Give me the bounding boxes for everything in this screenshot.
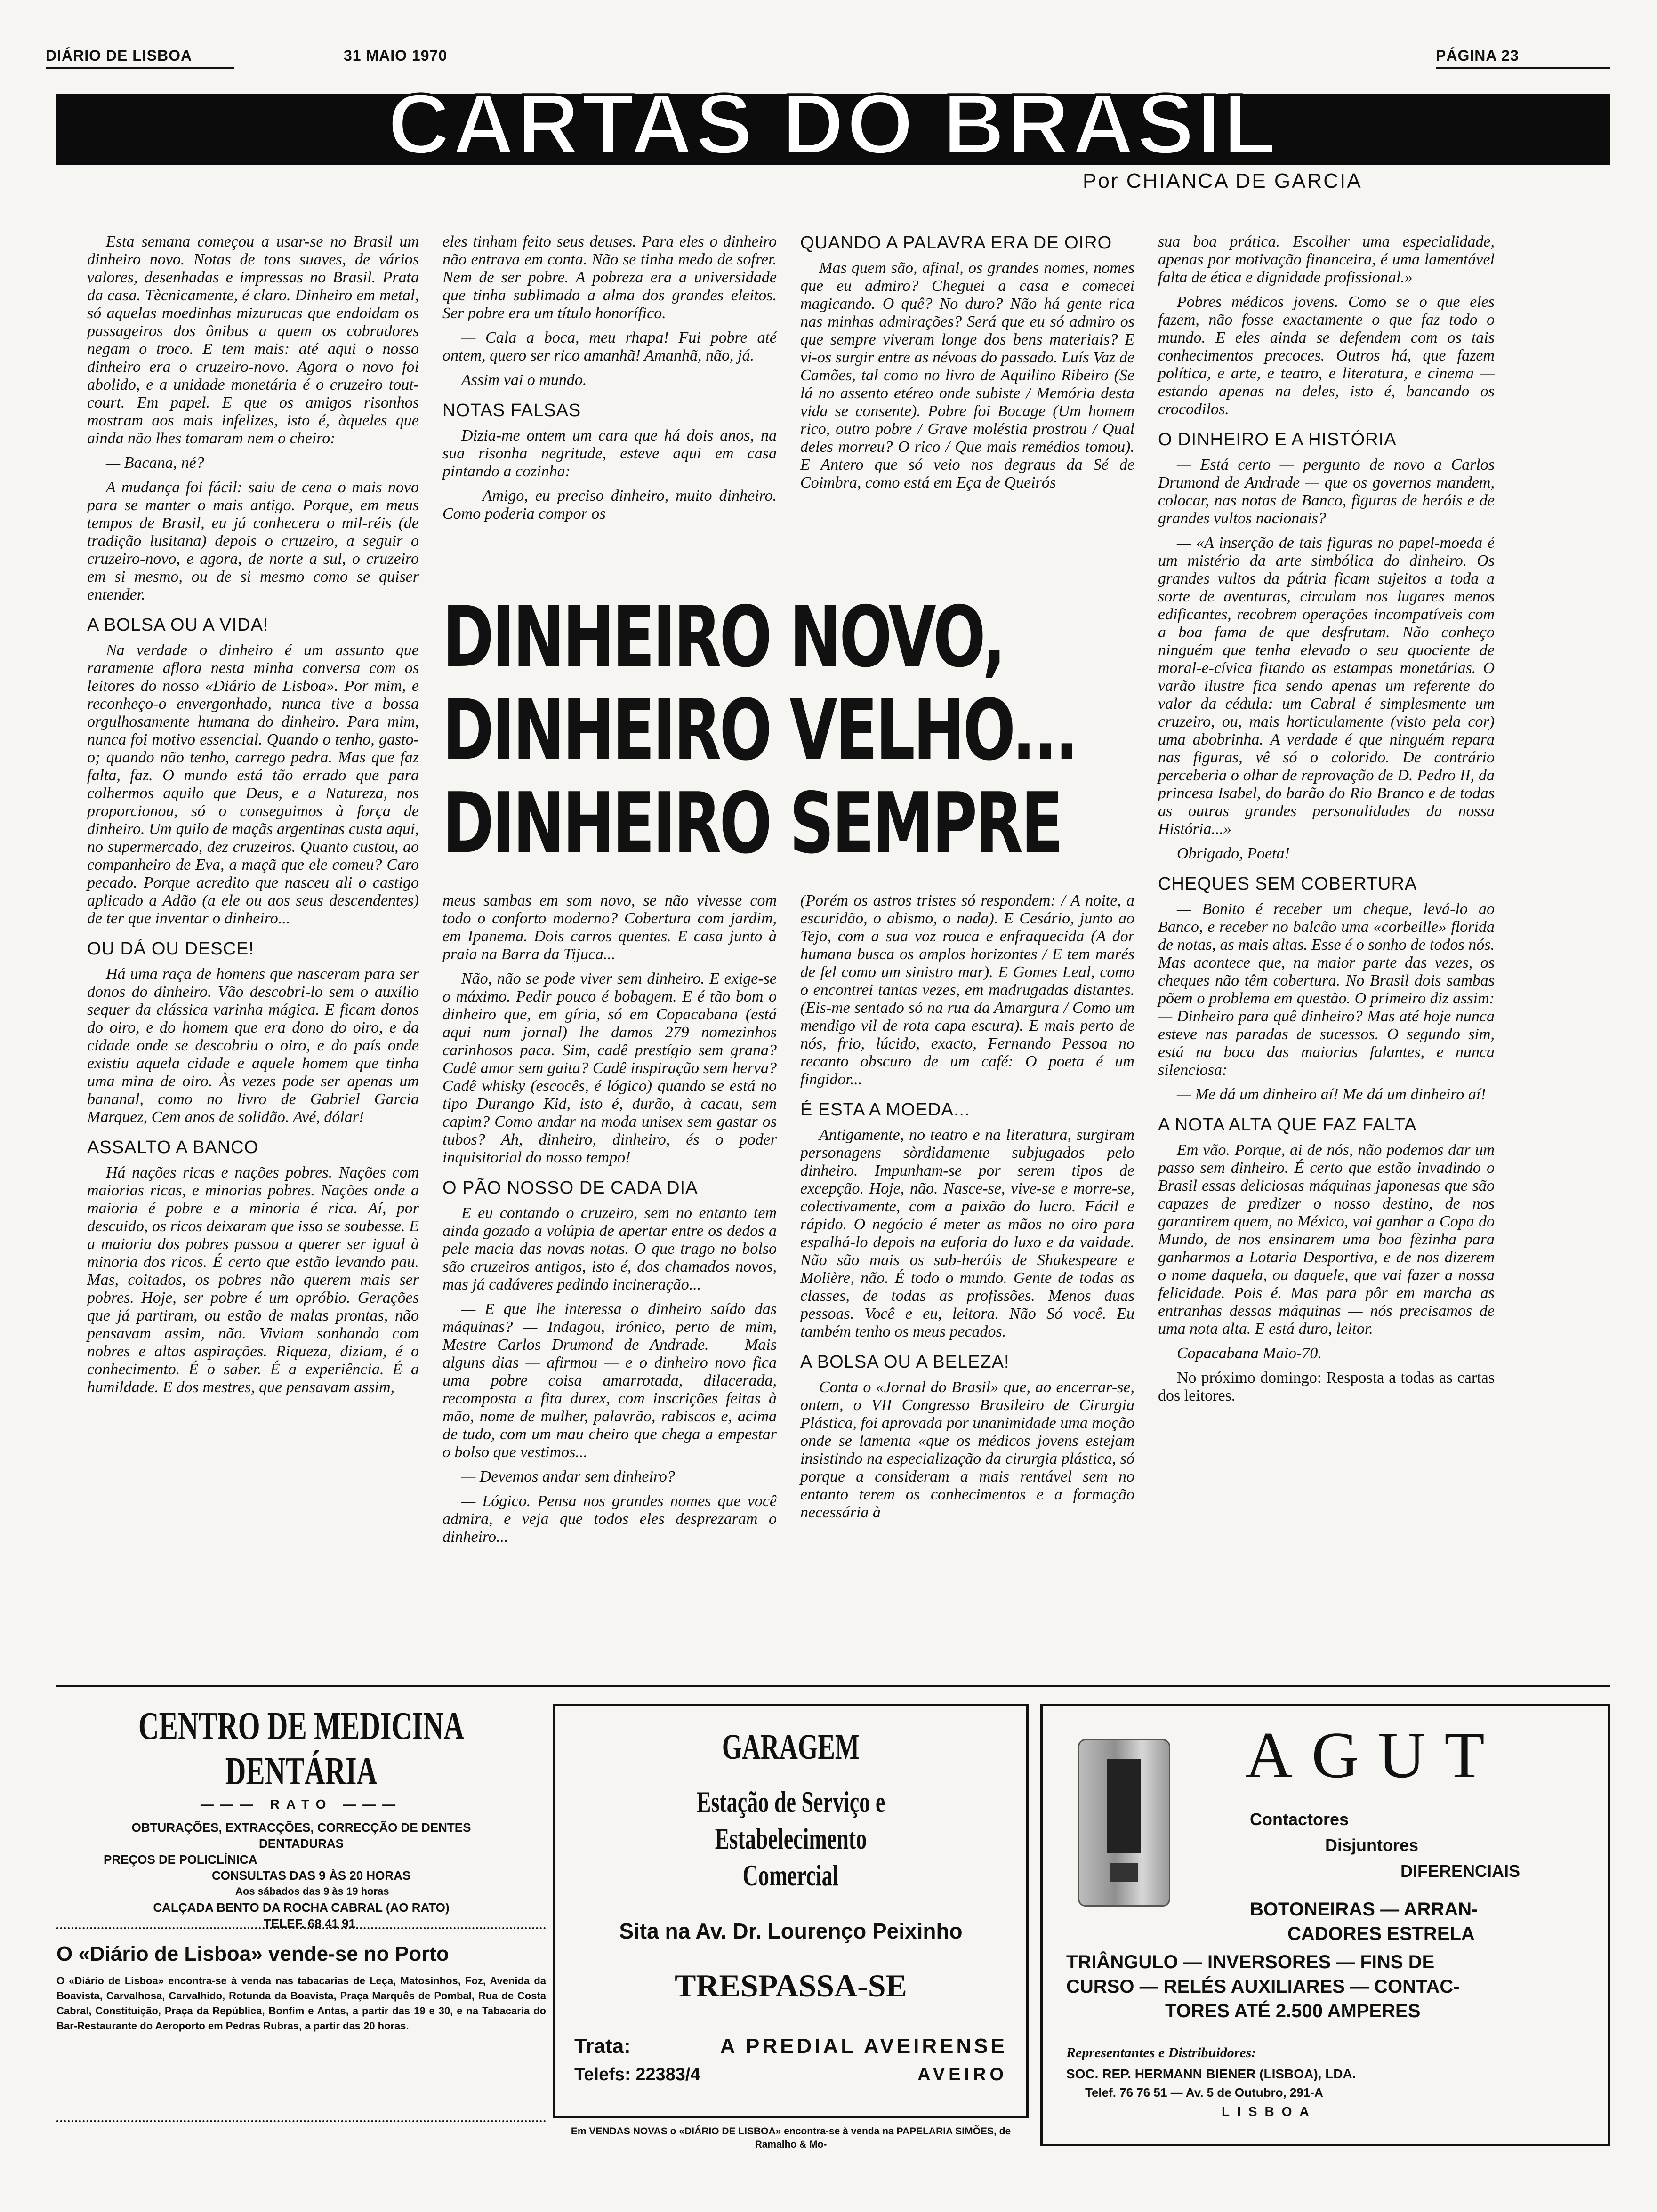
ads-separator bbox=[56, 1685, 1610, 1687]
paragraph: Obrigado, Poeta! bbox=[1177, 845, 1290, 862]
contactor-device-image bbox=[1078, 1739, 1170, 1907]
ad-garagem-trata-label: Trata: bbox=[574, 2035, 631, 2058]
paragraph: A mudança foi fácil: saiu de cena o mais novo para se manter o mais antigo. Porque, em meus tempos de Brasil, eu já conhecera o mil-réis (de tradição lusitana) depois o cruzeiro, a seguir o cruzeiro-novo, e agora, de norte a sul, o cruzeiro em si mesmo, ou de si mesmo como se quiser entender. bbox=[87, 479, 419, 603]
subheading: A BOLSA OU A BELEZA! bbox=[800, 1352, 1010, 1372]
subheading: O DINHEIRO E A HISTÓRIA bbox=[1158, 430, 1397, 449]
ad-garagem-trata bbox=[555, 2035, 1026, 2058]
paragraph: Não, não se pode viver sem dinheiro. E exige-se o máximo. Pedir pouco é bobagem. E é tão bom o dinheiro que, em gíria, só em Copacabana (está aqui num jornal) lhe damos 279 nomezinhos carinhosos paca. Sim, cadê prestígio sem grana? Cadê amor sem gaita? Cadê inspiração sem herva? Cadê whisky (escocês, é lógico) quando se está no tipo Durango Kid, isto é, durão, à cacau, sem capim? Como andar na moda unisex sem gastar os tubos? Ah, dinheiro, dinheiro, és o poder inquisitorial do nosso tempo! bbox=[442, 970, 777, 1166]
subheading: A BOLSA OU A VIDA! bbox=[87, 615, 269, 635]
paragraph: No próximo domingo: Resposta a todas as cartas dos leitores. bbox=[1158, 1369, 1495, 1404]
paragraph: Dizia-me ontem um cara que há dois anos, na sua risonha negritude, esteve aqui em casa pintando a cozinha: bbox=[442, 427, 777, 480]
headline bbox=[442, 588, 1077, 872]
paragraph: Assim vai o mundo. bbox=[461, 371, 587, 389]
ad-garagem bbox=[553, 1704, 1029, 2118]
ad-vendas-novas: Em VENDAS NOVAS o «DIÁRIO DE LISBOA» encontra-se à venda na PAPELARIA SIMÕES, de Ramalho & Mo- bbox=[571, 2126, 1011, 2150]
ad-agut-line: LISBOA bbox=[1222, 2104, 1317, 2119]
ad-agut-title: AGUT bbox=[1245, 1719, 1504, 1792]
ad-agut-line: CURSO — RELÉS AUXILIARES — CONTAC- bbox=[1066, 1976, 1460, 1997]
header-rule-right bbox=[1436, 67, 1610, 69]
ad-porto bbox=[56, 1941, 546, 2034]
paragraph: Há uma raça de homens que nasceram para ser donos do dinheiro. Vão descobri-lo sem o auxílio sequer da clássica varinha mágica. E ficam donos do oiro, e do homem que era dono do oiro, e da cidade onde se descobriu o oiro, e do país onde existiu aquela cidade e aquele homem que tinha uma mina de oiro. Às vezes pode ser apenas um bananal, como no livro de Gabriel Garcia Marquez, Cem anos de solidão. Avé, dólar! bbox=[87, 965, 419, 1126]
paragraph: Pobres médicos jovens. Como se o que eles fazem, não fosse exactamente o que faz todo o mundo. E eles ainda se defendem com os tais conhecimentos precoces. Outros há, que fazem política, e arte, e teatro, e literatura, e cinema — estando apenas na deles, isto é, bancando os crocodilos. bbox=[1158, 293, 1495, 418]
ad-agut-line: TORES ATÉ 2.500 AMPERES bbox=[1165, 2001, 1421, 2021]
issue-date: 31 MAIO 1970 bbox=[344, 47, 448, 64]
headline-line-3: DINHEIRO SEMPRE bbox=[442, 775, 1062, 872]
paragraph: — E que lhe interessa o dinheiro saído das máquinas? — Indagou, irónico, perto de mim, Mestre Carlos Drumond de Andrade. — Mais alguns dias — afirmou — e o dinheiro novo fica uma pobre coisa amarrotada, dilacerada, recomposta a fita durex, com inscrições feitas à mão, nome de mulher, palavrão, rabiscos e, acima de tudo, com um mau cheiro que chega a empestar o bolso que vestimos... bbox=[442, 1300, 777, 1461]
paragraph: — «A inserção de tais figuras no papel-moeda é um mistério da arte simbólica do dinheiro. Os grandes vultos da pátria ficam sujeitos a toda a sorte de aventuras, circulam nos lugares menos edificantes, recobrem operações incompatíveis com a boa fama de que desfrutam. Não conheço ninguém que tenha elevado o seu quociente de moral-e-cívica fitando as estampas monetárias. O varão ilustre fica sendo apenas um referente do valor da cédula: um Cabral é simplesmente um cruzeiro, ou, mais horticulamente (visto pela cor) uma abobrinha. A verdade é que ninguém repara nas figuras, vê só o colorido. De contrário perceberia o olhar de reprovação de D. Pedro II, da princesa Isabel, do barão do Rio Branco e de todas as outras grandes personalidades da nossa História...» bbox=[1158, 534, 1495, 838]
paragraph: — Cala a boca, meu rhapa! Fui pobre até ontem, quero ser rico amanhã! Amanhã, não, já. bbox=[442, 329, 777, 364]
ad-garagem-title: GARAGEM bbox=[722, 1727, 860, 1767]
ad-dental-line: Aos sábados das 9 às 19 horas bbox=[235, 1885, 389, 1897]
paragraph: — Devemos andar sem dinheiro? bbox=[461, 1468, 675, 1485]
paragraph: — Me dá um dinheiro aí! Me dá um dinheiro aí! bbox=[1177, 1086, 1486, 1103]
paragraph: (Porém os astros tristes só respondem: / A noite, a escuridão, o abismo, o nada). E Cesário, junto ao Tejo, com a sua voz rouca e enfraquecida (A dor humana busca os amplos horizontes / E tem marés de fel como um sinistro mar). E Gomes Leal, como o encontrei tantas vezes, em madrugadas distantes. (Eis-me sentado só na rua da Amargura / Como um mendigo vil de rota capa escura). E mais perto de nós, frio, lúcido, exacto, Fernando Pessoa no recanto obscuro de um café: O poeta é um fingidor... bbox=[800, 892, 1134, 1088]
header-rule-left bbox=[46, 67, 234, 69]
paragraph: Na verdade o dinheiro é um assunto que raramente aflora nesta minha conversa com os leitores do nosso «Diário de Lisboa». Por mim, e reconheço-o envergonhado, nunca tive a bossa orgulhosamente humana do dinheiro. Para mim, nunca foi motivo essencial. Quando o tenho, gasto-o; quando não tenho, carrego pedra. Mas que faz falta, faz. O mundo está tão errado que para colhermos aquilo que Deus, e a Natureza, nos proporcionou, só o conseguimos à força de dinheiro. Um quilo de maçãs argentinas custa aqui, no supermercado, dez cruzeiros. Quanto custou, ao companheiro de Eva, a maçã que ele comeu? Caro pecado. Porque acredito que nasceu ali o castigo aplicado a Adão (a ele ou aos seus descendentes) de ter que inventar o dinheiro... bbox=[87, 641, 419, 927]
ad-garagem-trata-name: A PREDIAL AVEIRENSE bbox=[720, 2035, 1007, 2058]
subheading: O PÃO NOSSO DE CADA DIA bbox=[442, 1178, 698, 1198]
section-title: CARTAS DO BRASIL bbox=[387, 76, 1279, 172]
paragraph: Há nações ricas e nações pobres. Nações com maiorias ricas, e minorias pobres. Nações onde a maioria é pobre e a minoria é rica. Aí, por descuido, os ricos deixaram que isso se soubesse. E a maioria dos pobres passou a querer ser igual à minoria dos ricos. É certo que estão levando pau. Mas, coitados, os pobres não querem mais ser pobres. Hoje, ser pobre é um opróbio. Gerações que já partiram, ou estão de malas prontas, não pensavam assim, não. Viviam sonhando com nobres e altas aspirações. Riqueza, diziam, é o conhecimento. É o saber. É a experiência. É a humildade. E dos mestres, que pensavam assim, bbox=[87, 1164, 419, 1396]
article-column-3-bottom bbox=[800, 892, 1134, 1528]
ad-dental-title: CENTRO DE MEDICINA DENTÁRIA bbox=[138, 1704, 465, 1793]
contactor-device-button bbox=[1110, 1863, 1138, 1882]
ad-garagem-address: Sita na Av. Dr. Lourenço Peixinho bbox=[619, 1919, 963, 1943]
paragraph: sua boa prática. Escolher uma especialidade, apenas por motivação financeira, é uma lamentável falta de ética e dignidade profissional.» bbox=[1158, 233, 1495, 286]
headline-line-1: DINHEIRO NOVO, bbox=[442, 588, 1004, 686]
ad-garagem-contact bbox=[555, 2065, 1026, 2085]
byline: Por CHIANCA DE GARCIA bbox=[1083, 169, 1362, 192]
ad-porto-title: O «Diário de Lisboa» vende-se no Porto bbox=[56, 1942, 449, 1965]
ad-dental bbox=[56, 1704, 546, 1931]
ad-agut-line: Disjuntores bbox=[1325, 1835, 1419, 1855]
ad-garagem-city: AVEIRO bbox=[917, 2065, 1007, 2084]
ad-agut-line: CADORES ESTRELA bbox=[1287, 1923, 1475, 1944]
paragraph: E eu contando o cruzeiro, sem no entanto tem ainda gozado a volúpia de apertar entre os dedos a pele macia das novas notas. O que trago no bolso são cruzeiros antigos, isto é, dos chamados novos, mas já cadáveres pedindo incineração... bbox=[442, 1204, 777, 1293]
article-column-2-bottom bbox=[442, 892, 777, 1553]
article-column-4 bbox=[1158, 233, 1495, 1411]
paragraph: Esta semana começou a usar-se no Brasil um dinheiro novo. Notas de tons suaves, de vários valores, desenhadas e impressas no Brasil. Prata da casa. Tècnicamente, é claro. Dinheiro em metal, só aquelas moedinhas mizurucas que endoidam os passageiros dos ônibus a quem os cobradores negam o troco. E tem mais: até aqui o nosso dinheiro era o cruzeiro-novo. Agora o novo foi abolido, e a unidade monetária é o cruzeiro tout-court. Em papel. E que os amigos risonhos mostram aos mais infelizes, isto é, àqueles que ainda não lhes tomaram nem o cheiro: bbox=[87, 233, 419, 447]
subheading: OU DÁ OU DESCE! bbox=[87, 939, 254, 959]
ad-garagem-line: Estação de Serviço e Estabelecimento bbox=[696, 1785, 885, 1855]
ad-garagem-phone: Telefs: 22383/4 bbox=[574, 2065, 700, 2084]
ad-agut-line: TRIÂNGULO — INVERSORES — FINS DE bbox=[1066, 1952, 1435, 1972]
article-column-1 bbox=[87, 233, 419, 1403]
ad-agut bbox=[1040, 1704, 1610, 2146]
page-number: PÁGINA 23 bbox=[1436, 47, 1519, 64]
ad-dental-line: CALÇADA BENTO DA ROCHA CABRAL (AO RATO) bbox=[153, 1900, 450, 1915]
paragraph: eles tinham feito seus deuses. Para eles o dinheiro não entrava em conta. Não se tinha medo de sofrer. Nem de ser pobre. A pobreza era a universidade que tinha sublimado a alma dos grandes eleitos. Ser pobre era um título honorífico. bbox=[442, 233, 777, 322]
ad-garagem-trespassa: TRESPASSA-SE bbox=[675, 1968, 907, 2004]
paragraph: Antigamente, no teatro e na literatura, surgiram personagens sòrdidamente subjugados pelo dinheiro. Impunham-se por serem tipos de excepção. Hoje, não. Nasce-se, vive-se e morre-se, colectivamente, com a paixão do lucro. Fácil e rápido. O negócio é meter as mãos no oiro para espalhá-lo depois na euforia do luxo e da vaidade. Não são mais os sub-heróis de Shakespeare e Molière, não. É todo o mundo. Gente de todas as classes, de todas as profissões. Menos duas pessoas. Você e eu, leitora. Não Só você. Eu também tenho os meus pecados. bbox=[800, 1126, 1134, 1340]
subheading: NOTAS FALSAS bbox=[442, 401, 581, 420]
article-column-3-top bbox=[800, 233, 1134, 498]
paragraph: Mas quem são, afinal, os grandes nomes, nomes que eu admiro? Cheguei a casa e comecei magicando. O quê? No duro? Não há gente rica nas minhas admirações? Será que eu só admiro os que sempre viveram longe dos bens materiais? E vi-os surgir entre as névoas do passado. Luís Vaz de Camões, tal como no livro de Aquilino Ribeiro (Se lá no assento etéreo onde subiste / Memória desta vida se consente). Pobre foi Bocage (Um homem rico, outro pobre / Grave moléstia prostrou / Qual deles morreu? O rico / Que mais remédios tomou). E Antero que só veio nos degraus da Sé de Coimbra, como está em Eça de Queirós bbox=[800, 259, 1134, 491]
paragraph: — Bacana, né? bbox=[106, 454, 204, 472]
ad-agut-line: Telef. 76 76 51 — Av. 5 de Outubro, 291-A bbox=[1085, 2085, 1323, 2100]
subheading: ASSALTO A BANCO bbox=[87, 1138, 259, 1157]
ad-porto-divider bbox=[56, 2120, 546, 2122]
newspaper-name: DIÁRIO DE LISBOA bbox=[46, 47, 193, 64]
paragraph: — Lógico. Pensa nos grandes nomes que você admira, e veja que todos eles desprezaram o dinheiro... bbox=[442, 1492, 777, 1546]
ad-agut-line: Representantes e Distribuidores: bbox=[1066, 2045, 1256, 2060]
ad-garagem-line: Comercial bbox=[743, 1859, 839, 1892]
subheading: A NOTA ALTA QUE FAZ FALTA bbox=[1158, 1115, 1417, 1135]
paragraph: Conta o «Jornal do Brasil» que, ao encerrar-se, ontem, o VII Congresso Brasileiro de Cirurgia Plástica, foi aprovada por unanimidade uma moção onde se lamenta «que os médicos jovens estejam insistindo na especialização da cirurgia plástica, só porque a consideram a mais rentável sem no entanto terem os conhecimentos e a formação necessária à bbox=[800, 1378, 1134, 1521]
subheading: QUANDO A PALAVRA ERA DE OIRO bbox=[800, 233, 1112, 253]
paragraph: meus sambas em som novo, se não vivesse com todo o conforto moderno? Cobertura com jardim, em Ipanema. Dois carros quentes. E casa junto à praia na Barra da Tijuca... bbox=[442, 892, 777, 963]
paragraph: — Amigo, eu preciso dinheiro, muito dinheiro. Como poderia compor os bbox=[442, 487, 777, 522]
ad-agut-line: BOTONEIRAS — ARRAN- bbox=[1250, 1899, 1478, 1920]
ad-dental-divider bbox=[56, 1927, 546, 1929]
subheading: É ESTA A MOEDA... bbox=[800, 1100, 970, 1120]
paragraph: — Bonito é receber um cheque, levá-lo ao Banco, e receber no balcão uma «corbeille» florida de notas, as mais altas. Esse é o sonho de todos nós. Mas acontece que, na maior parte das vezes, os cheques não têm cobertura. No Brasil dois sambas põem o problema em questão. O primeiro diz assim: — Dinheiro para quê dinheiro? Mas até hoje nunca esteve nas paradas de sucessos. O segundo sim, está na boca das maiorias falantes, e nunca silenciosa: bbox=[1158, 900, 1495, 1079]
ad-dental-line: DENTADURAS bbox=[258, 1836, 344, 1851]
ad-agut-line: SOC. REP. HERMANN BIENER (LISBOA), LDA. bbox=[1066, 2067, 1356, 2081]
paragraph: — Está certo — pergunto de novo a Carlos Drumond de Andrade — que os governos mandem, colocar, nas notas de Banco, figuras de heróis e de grandes vultos nacionais? bbox=[1158, 456, 1495, 527]
contactor-device-panel bbox=[1107, 1759, 1141, 1853]
article-column-2-top bbox=[442, 233, 777, 529]
ad-dental-line: OBTURAÇÕES, EXTRACÇÕES, CORRECÇÃO DE DENTES bbox=[131, 1820, 471, 1835]
ad-dental-line: PREÇOS DE POLICLÍNICA bbox=[104, 1852, 257, 1867]
ad-porto-body: O «Diário de Lisboa» encontra-se à venda nas tabacarias de Leça, Matosinhos, Foz, Avenida da Boavista, Carvalhosa, Carvalhido, Rotunda da Boavista, Praça Marquês de Pombal, Rua de Costa Cabral, Constituição, Praça da República, Bonfim e Antas, a partir das 19 e 30, e na Tabacaria do Bar-Restaurante do Aeroporto em Pedras Rubras, a partir das 20 horas. bbox=[56, 1975, 546, 2032]
headline-line-2: DINHEIRO VELHO... bbox=[442, 681, 1077, 779]
signature: Copacabana Maio-70. bbox=[1177, 1345, 1322, 1362]
ad-agut-line: DIFERENCIAIS bbox=[1400, 1861, 1520, 1881]
ad-dental-line: CONSULTAS DAS 9 ÀS 20 HORAS bbox=[212, 1868, 411, 1883]
paragraph: Em vão. Porque, ai de nós, não podemos dar um passo sem dinheiro. É certo que estão invadindo o Brasil essas deliciosas máquinas japonesas que são capazes de predizer o nosso destino, de nos garantirem quem, no México, vai ganhar a Copa do Mundo, de nos ensinarem uma boa fèzinha para ganharmos a Lotaria Desportiva, e de nos dizerem o nome daquela, ou daquele, que vai fazer a nossa felicidade. Pois é. Mas para pôr em marcha as entranhas dessas máquinas — nós precisamos de uma nota alta. E está duro, leitor. bbox=[1158, 1141, 1495, 1338]
ad-agut-line: Contactores bbox=[1250, 1810, 1349, 1829]
subheading: CHEQUES SEM COBERTURA bbox=[1158, 874, 1417, 894]
ad-dental-sub: ——— RATO ——— bbox=[200, 1797, 402, 1811]
ad-dental-line: TELEF. 68 41 91 bbox=[264, 1916, 356, 1931]
